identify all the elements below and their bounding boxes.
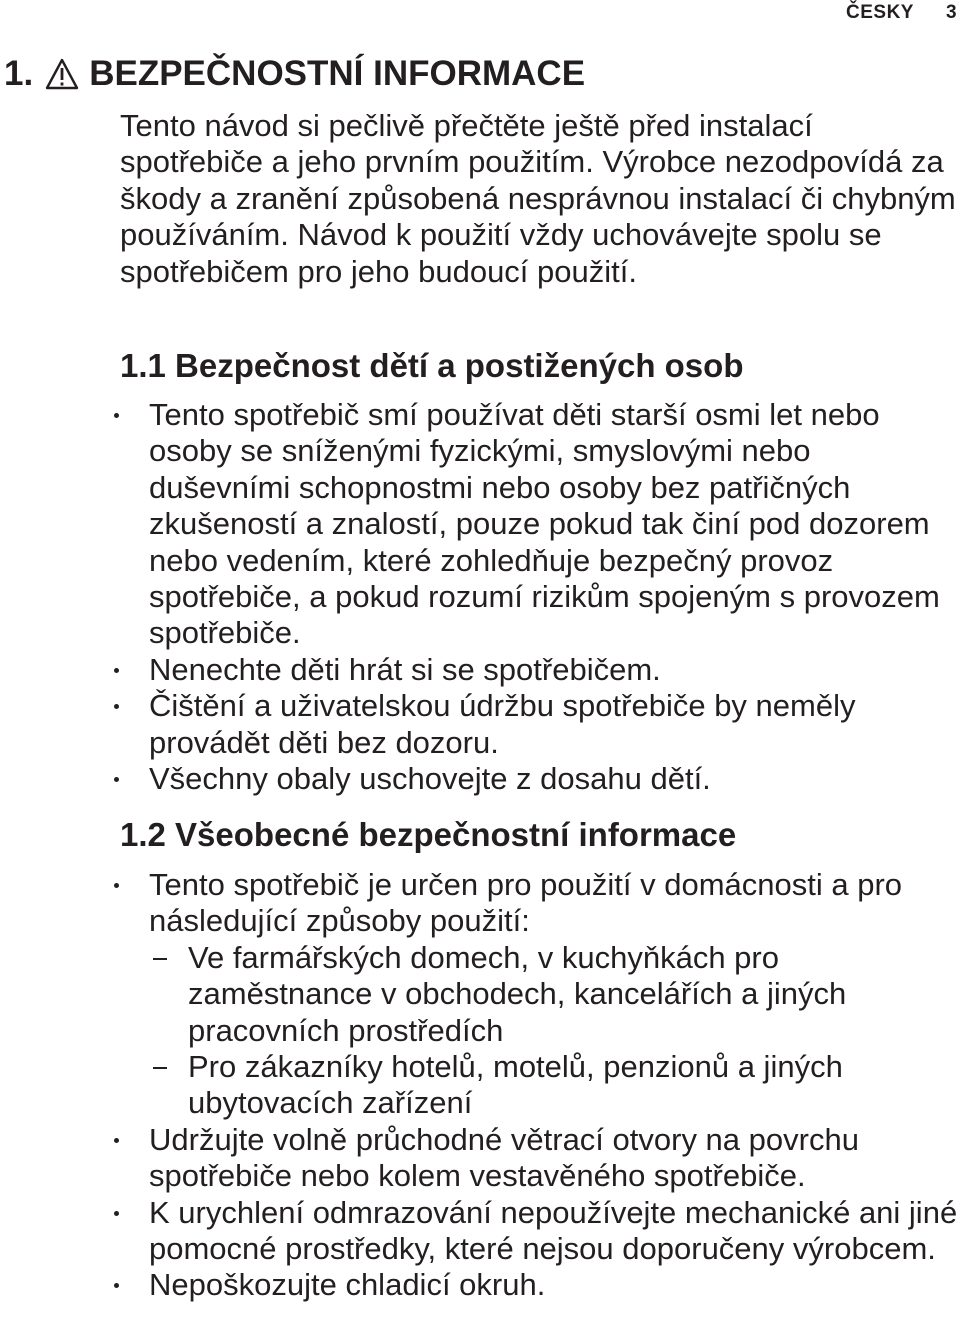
list-item [0, 1122, 959, 1195]
subsection-title-general-safety: 1.2 Všeobecné bezpečnostní informace [120, 816, 737, 853]
intro-paragraph: Tento návod si pečlivě přečtěte ještě před instalací spotřebiče a jeho prvním použitím. Výrobce nezodpovídá za škody a zranění způsobená nesprávnou instalací či chybným používáním. Návod k použití vždy uchovávejte spolu se spotřebičem pro jeho budoucí použití. [120, 108, 956, 289]
section-number: 1. [4, 54, 34, 93]
list-item-text: K urychlení odmrazování nepoužívejte mechanické ani jiné pomocné prostředky, které nejsou doporučeny výrobcem. [149, 1194, 958, 1267]
list-item-text: Udržujte volně průchodné větrací otvory na povrchu spotřebiče nebo kolem vestavěného spotřebiče. [149, 1121, 859, 1194]
list-item [0, 1195, 959, 1268]
sublist-item [149, 940, 928, 1049]
list-item-text: Nepoškozujte chladicí okruh. [149, 1267, 546, 1303]
list-item [0, 1267, 959, 1303]
sublist-item-text: Ve farmářských domech, v kuchyňkách pro zaměstnance v obchodech, kancelářích a jiných pracovních prostředích [188, 939, 847, 1048]
list-item [0, 652, 959, 688]
sublist-item [149, 1049, 928, 1122]
list-item-text: Všechny obaly uschovejte z dosahu dětí. [149, 761, 711, 797]
child-safety-list [0, 397, 960, 797]
section-title [4, 52, 585, 96]
list-item-text: Tento spotřebič je určen pro použití v domácnosti a pro následující způsoby použití: [149, 867, 903, 939]
list-item-text: Tento spotřebič smí používat děti starší osmi let nebo osoby se sníženými fyzickými, smyslovými nebo duševními schopnostmi nebo osoby bez patřičných zkušeností a znalostí, pouze pokud tak činí pod dozorem nebo vedením, které zohledňuje bezpečný provoz spotřebiče, a pokud rozumí rizikům spojeným s provozem spotřebiče. [149, 397, 940, 651]
dash-icon [153, 958, 167, 960]
bullet-icon [114, 413, 119, 418]
dash-icon [153, 1067, 167, 1069]
warning-triangle-icon [45, 58, 79, 90]
header-language: ČESKY [846, 2, 914, 23]
section-title-text: BEZPEČNOSTNÍ INFORMACE [89, 54, 586, 93]
list-item [0, 688, 959, 761]
bullet-icon [114, 1211, 119, 1216]
bullet-icon [114, 704, 119, 709]
bullet-icon [114, 777, 119, 782]
bullet-icon [114, 1283, 119, 1288]
general-safety-list [0, 867, 960, 1304]
list-item-text: Čištění a uživatelskou údržbu spotřebiče by neměly provádět děti bez dozoru. [149, 688, 856, 760]
bullet-icon [114, 883, 119, 888]
bullet-icon [114, 668, 119, 673]
list-item [0, 867, 959, 1122]
list-item-text: Nenechte děti hrát si se spotřebičem. [149, 651, 661, 687]
bullet-icon [114, 1138, 119, 1143]
subsection-title-child-safety: 1.1 Bezpečnost dětí a postižených osob [120, 347, 744, 384]
sublist-item-text: Pro zákazníky hotelů, motelů, penzionů a jiných ubytovacích zařízení [188, 1049, 843, 1121]
page-number: 3 [946, 2, 957, 23]
list-item [0, 397, 959, 652]
usage-sublist [149, 940, 959, 1122]
list-item [0, 761, 959, 797]
